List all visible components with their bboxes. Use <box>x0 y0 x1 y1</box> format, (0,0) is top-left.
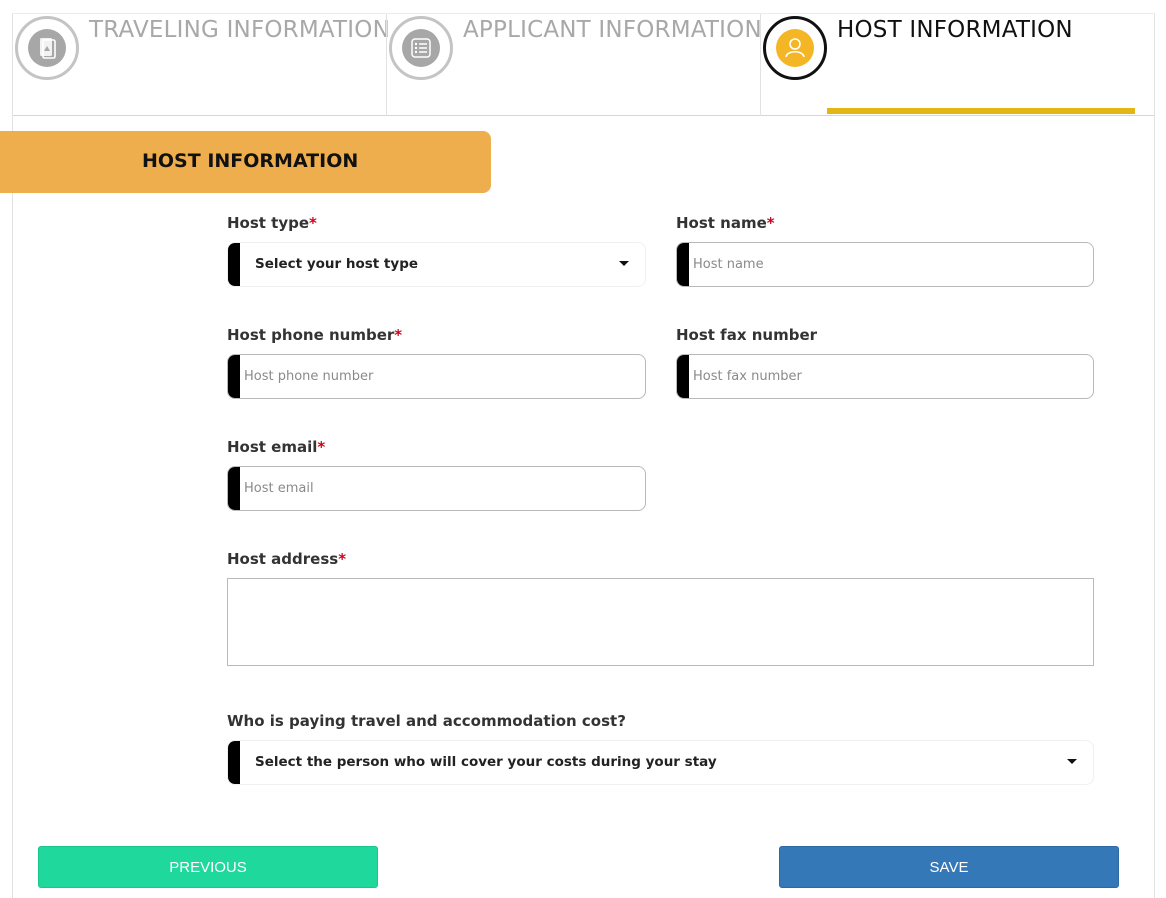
required-mark: * <box>317 438 326 456</box>
host-address-label: Host address* <box>227 550 347 568</box>
cost-payer-selected-value: Select the person who will cover your costs during your stay <box>255 754 717 770</box>
user-icon <box>776 29 814 67</box>
list-icon <box>402 29 440 67</box>
host-email-input[interactable] <box>240 467 645 510</box>
host-address-field <box>227 578 1094 666</box>
step-title: APPLICANT INFORMATION <box>463 17 762 43</box>
host-fax-field <box>676 354 1094 399</box>
field-accent-bar <box>228 243 240 286</box>
step-traveling-information[interactable] <box>12 14 390 116</box>
host-fax-input[interactable] <box>689 355 1093 398</box>
host-type-selected-value: Select your host type <box>255 256 419 272</box>
field-accent-bar <box>677 243 689 286</box>
cost-payer-select[interactable] <box>227 740 1094 785</box>
section-title: HOST INFORMATION <box>142 150 359 172</box>
host-phone-input[interactable] <box>240 355 645 398</box>
caret-down-icon <box>619 261 629 266</box>
host-fax-label: Host fax number <box>676 326 818 344</box>
save-button[interactable]: SAVE <box>779 846 1119 888</box>
host-name-field <box>676 242 1094 287</box>
required-mark: * <box>394 326 403 344</box>
wizard-steps <box>12 13 1155 116</box>
step-icon-circle <box>15 16 79 80</box>
field-accent-bar <box>677 355 689 398</box>
step-title: TRAVELING INFORMATION <box>89 17 390 43</box>
host-type-select[interactable] <box>227 242 646 287</box>
host-address-textarea[interactable] <box>228 579 1093 665</box>
host-phone-field <box>227 354 646 399</box>
previous-button[interactable]: PREVIOUS <box>38 846 378 888</box>
step-icon-circle <box>763 16 827 80</box>
field-accent-bar <box>228 741 240 784</box>
required-mark: * <box>766 214 775 232</box>
cost-payer-label: Who is paying travel and accommodation cost? <box>227 712 626 730</box>
field-accent-bar <box>228 467 240 510</box>
host-phone-label: Host phone number* <box>227 326 403 344</box>
host-name-label: Host name* <box>676 214 775 232</box>
required-mark: * <box>309 214 317 232</box>
active-step-indicator <box>827 108 1135 114</box>
required-mark: * <box>338 550 347 568</box>
caret-down-icon <box>1067 759 1077 764</box>
field-accent-bar <box>228 355 240 398</box>
step-applicant-information[interactable] <box>386 14 760 116</box>
step-title: HOST INFORMATION <box>837 17 1073 43</box>
host-email-field <box>227 466 646 511</box>
passport-icon <box>28 29 66 67</box>
step-host-information[interactable] <box>760 14 1155 116</box>
host-email-label: Host email* <box>227 438 326 456</box>
host-name-input[interactable] <box>689 243 1093 286</box>
host-type-label: Host type* <box>227 214 317 232</box>
step-icon-circle <box>389 16 453 80</box>
